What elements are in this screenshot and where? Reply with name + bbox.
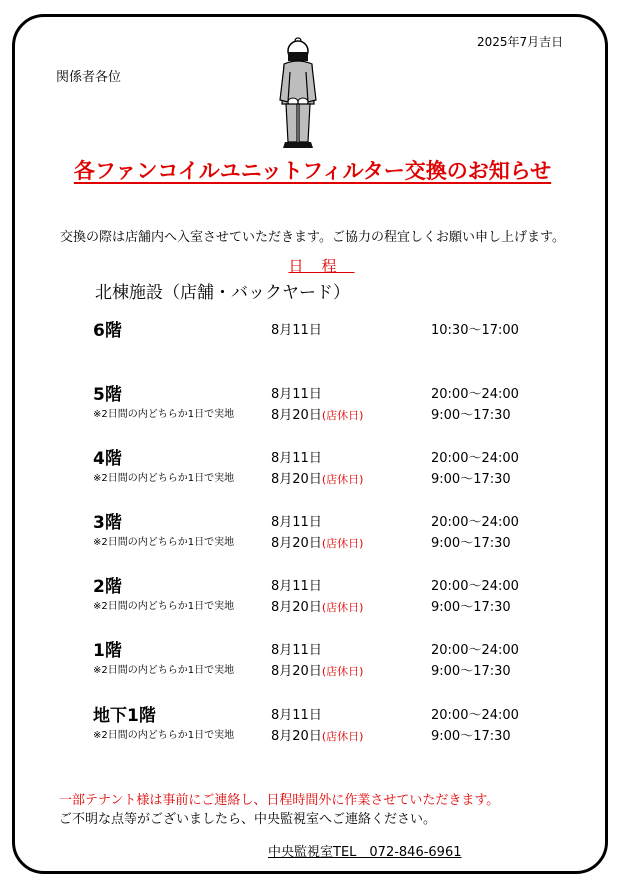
date-secondary-value: 8月20日 [271,536,322,551]
time-primary: 20:00～24:00 [431,643,519,658]
time-secondary: 9:00～17:30 [431,664,511,679]
floor-name: 3階 [93,513,122,533]
floor-row [0,508,625,568]
closed-day-label: (店休日) [321,730,364,743]
schedule-heading: 日程 [288,257,355,275]
date-primary: 8月11日 [271,387,322,402]
intro-text: 交換の際は店舗内へ入室させていただきます。ご協力の程宜しくお願い申し上げます。 [60,230,565,245]
bowing-person-illustration [268,34,328,154]
recipient: 関係者各位 [56,70,122,85]
date-primary: 8月11日 [271,515,322,530]
floor-name: 2階 [93,577,122,597]
time-secondary: 9:00～17:30 [431,729,511,744]
closed-day-label: (店休日) [321,665,364,678]
time-primary: 20:00～24:00 [431,451,519,466]
date-secondary-value: 8月20日 [271,408,322,423]
time-primary: 20:00～24:00 [431,579,519,594]
floor-row [0,444,625,504]
date-primary: 8月11日 [271,451,322,466]
footer-notice: 一部テナント様は事前にご連絡し、日程時間外に作業させていただきます。 [59,793,500,808]
date-secondary-value: 8月20日 [271,472,322,487]
floor-name: 地下1階 [93,706,156,726]
date-primary: 8月11日 [271,579,322,594]
floor-note: ※2日間の内どちらか1日で実地 [93,601,235,612]
closed-day-label: (店休日) [321,473,364,486]
date-secondary-value: 8月20日 [271,600,322,615]
date-secondary [271,596,363,615]
closed-day-label: (店休日) [321,537,364,550]
closed-day-label: (店休日) [321,601,364,614]
footer-contact-text: ご不明な点等がございましたら、中央監視室へご連絡ください。 [59,812,437,827]
date-secondary [271,660,363,679]
date-secondary-value: 8月20日 [271,664,322,679]
date-secondary [271,404,363,423]
date-primary: 8月11日 [271,323,322,338]
date-primary: 8月11日 [271,708,322,723]
floor-name: 6階 [93,321,122,341]
time-secondary: 9:00～17:30 [431,600,511,615]
time-secondary: 9:00～17:30 [431,408,511,423]
closed-day-label: (店休日) [321,409,364,422]
time-primary: 20:00～24:00 [431,515,519,530]
floor-row [0,380,625,440]
floor-row [0,636,625,696]
floor-note: ※2日間の内どちらか1日で実地 [93,473,235,484]
floor-row [0,701,625,761]
time-secondary: 9:00～17:30 [431,536,511,551]
floor-note: ※2日間の内どちらか1日で実地 [93,537,235,548]
time-primary: 20:00～24:00 [431,387,519,402]
floor-row [0,316,625,376]
facility-name: 北棟施設（店舗・バックヤード） [95,283,350,303]
date-secondary [271,725,363,744]
floor-note: ※2日間の内どちらか1日で実地 [93,409,235,420]
time-secondary: 9:00～17:30 [431,472,511,487]
time-primary: 20:00～24:00 [431,708,519,723]
date-secondary-value: 8月20日 [271,729,322,744]
floor-row [0,572,625,632]
floor-name: 4階 [93,449,122,469]
floor-note: ※2日間の内どちらか1日で実地 [93,730,235,741]
floor-name: 1階 [93,641,122,661]
floor-name: 5階 [93,385,122,405]
date-secondary [271,468,363,487]
contact-phone: 中央監視室TEL 072-846-6961 [268,845,462,860]
time-primary: 10:30～17:00 [431,323,519,338]
date-secondary [271,532,363,551]
floor-note: ※2日間の内どちらか1日で実地 [93,665,235,676]
notice-title: 各ファンコイルユニットフィルター交換のお知らせ [73,159,552,183]
issue-date: 2025年7月吉日 [477,35,564,49]
date-primary: 8月11日 [271,643,322,658]
